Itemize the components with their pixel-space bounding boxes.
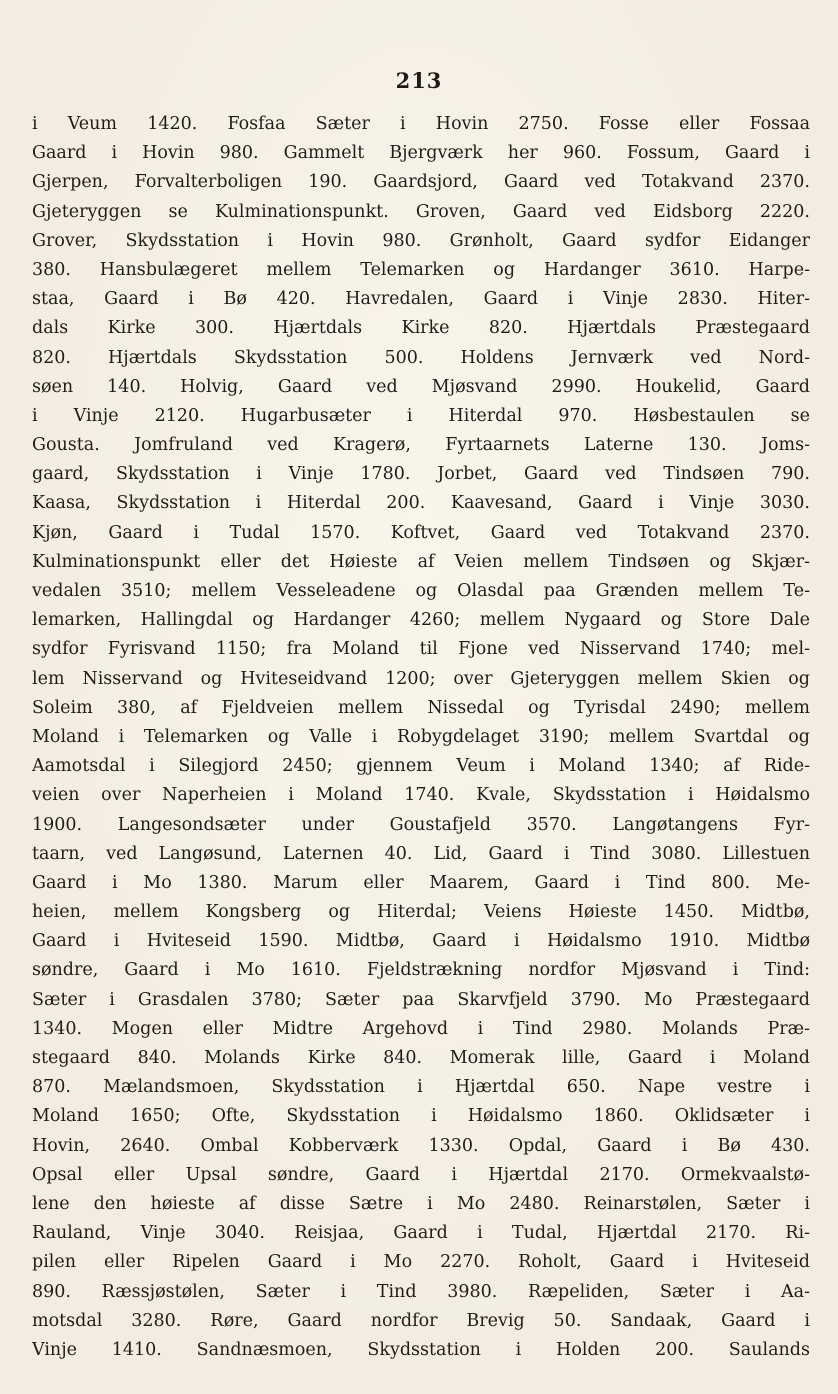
text-line: i Vinje 2120. Hugarbusæter i Hiterdal 970. Høsbestaulen se: [32, 405, 810, 426]
text-line: Vinje 1410. Sandnæsmoen, Skydsstation i Holden 200. Saulands: [32, 1339, 810, 1360]
text-line: veien over Naperheien i Moland 1740. Kvale, Skydsstation i Høidalsmo: [32, 785, 810, 806]
text-line: Gjerpen, Forvalterboligen 190. Gaardsjord, Gaard ved Totakvand 2370.: [32, 172, 810, 193]
text-line: Gjeteryggen se Kulminationspunkt. Groven, Gaard ved Eidsborg 2220.: [32, 201, 810, 222]
text-line: Sæter i Grasdalen 3780; Sæter paa Skarvfjeld 3790. Mo Præstegaard: [32, 989, 810, 1010]
text-line: i Veum 1420. Fosfaa Sæter i Hovin 2750. Fosse eller Fossaa: [32, 114, 810, 134]
text-line: 820. Hjærtdals Skydsstation 500. Holdens Jernværk ved Nord-: [32, 347, 810, 368]
text-line: 1340. Mogen eller Midtre Argehovd i Tind 2980. Molands Præ-: [32, 1018, 810, 1039]
gazetteer-text-block: [32, 110, 810, 1394]
text-line: Aamotsdal i Silegjord 2450; gjennem Veum i Moland 1340; af Ride-: [32, 756, 810, 777]
text-line: søndre, Gaard i Mo 1610. Fjeldstrækning nordfor Mjøsvand i Tind:: [32, 960, 810, 981]
page-number: 213: [395, 68, 443, 93]
text-line: [32, 1365, 810, 1394]
text-line: gaard, Skydsstation i Vinje 1780. Jorbet, Gaard ved Tindsøen 790.: [32, 464, 810, 485]
text-line: taarn, ved Langøsund, Laternen 40. Lid, Gaard i Tind 3080. Lillestuen: [32, 843, 810, 864]
text-line: Rauland, Vinje 3040. Reisjaa, Gaard i Tudal, Hjærtdal 2170. Ri-: [32, 1223, 810, 1244]
text-line: Gaard i Hviteseid 1590. Midtbø, Gaard i Høidalsmo 1910. Midtbø: [32, 931, 810, 952]
text-line: Grover, Skydsstation i Hovin 980. Grønholt, Gaard sydfor Eidanger: [32, 230, 810, 251]
text-line: lem Nisservand og Hviteseidvand 1200; over Gjeteryggen mellem Skien og: [32, 668, 810, 689]
text-line: 380. Hansbulægeret mellem Telemarken og Hardanger 3610. Harpe-: [32, 259, 810, 280]
text-line: Soleim 380, af Fjeldveien mellem Nissedal og Tyrisdal 2490; mellem: [32, 697, 810, 718]
text-line: lemarken, Hallingdal og Hardanger 4260; mellem Nygaard og Store Dale: [32, 610, 810, 631]
text-line: Moland i Telemarken og Valle i Robygdelaget 3190; mellem Svartdal og: [32, 726, 810, 747]
text-line: Kaasa, Skydsstation i Hiterdal 200. Kaavesand, Gaard i Vinje 3030.: [32, 493, 810, 514]
text-line: Gaard i Hovin 980. Gammelt Bjergværk her 960. Fossum, Gaard i: [32, 143, 810, 164]
text-line: Moland 1650; Ofte, Skydsstation i Høidalsmo 1860. Oklidsæter i: [32, 1106, 810, 1127]
text-line: 1900. Langesondsæter under Goustafjeld 3570. Langøtangens Fyr-: [32, 814, 810, 835]
text-line: vedalen 3510; mellem Vesseleadene og Olasdal paa Grænden mellem Te-: [32, 581, 810, 601]
text-line: 870. Mælandsmoen, Skydsstation i Hjærtdal 650. Nape vestre i: [32, 1077, 810, 1098]
text-line: sydfor Fyrisvand 1150; fra Moland til Fjone ved Nisservand 1740; mel-: [32, 639, 810, 660]
text-line: Gousta. Jomfruland ved Kragerø, Fyrtaarnets Laterne 130. Joms-: [32, 435, 810, 456]
text-line: staa, Gaard i Bø 420. Havredalen, Gaard i Vinje 2830. Hiter-: [32, 289, 810, 310]
text-line: dals Kirke 300. Hjærtdals Kirke 820. Hjærtdals Præstegaard: [32, 318, 810, 339]
text-line: motsdal 3280. Røre, Gaard nordfor Brevig 50. Sandaak, Gaard i: [32, 1310, 810, 1331]
text-line: søen 140. Holvig, Gaard ved Mjøsvand 2990. Houkelid, Gaard: [32, 376, 810, 397]
text-line: Opsal eller Upsal søndre, Gaard i Hjærtdal 2170. Ormekvaalstø-: [32, 1164, 810, 1185]
text-line: stegaard 840. Molands Kirke 840. Momerak lille, Gaard i Moland: [32, 1048, 810, 1068]
text-line: heien, mellem Kongsberg og Hiterdal; Veiens Høieste 1450. Midtbø,: [32, 902, 810, 923]
text-line: Hovin, 2640. Ombal Kobberværk 1330. Opdal, Gaard i Bø 430.: [32, 1135, 810, 1156]
text-line: pilen eller Ripelen Gaard i Mo 2270. Roholt, Gaard i Hviteseid: [32, 1252, 810, 1273]
text-line: 890. Ræssjøstølen, Sæter i Tind 3980. Ræpeliden, Sæter i Aa-: [32, 1281, 810, 1302]
text-line: Kulminationspunkt eller det Høieste af Veien mellem Tindsøen og Skjær-: [32, 551, 810, 572]
text-line: Gaard i Mo 1380. Marum eller Maarem, Gaard i Tind 800. Me-: [32, 872, 810, 893]
text-line: Kjøn, Gaard i Tudal 1570. Koftvet, Gaard ved Totakvand 2370.: [32, 522, 810, 543]
text-line: lene den høieste af disse Sætre i Mo 2480. Reinarstølen, Sæter i: [32, 1193, 810, 1214]
